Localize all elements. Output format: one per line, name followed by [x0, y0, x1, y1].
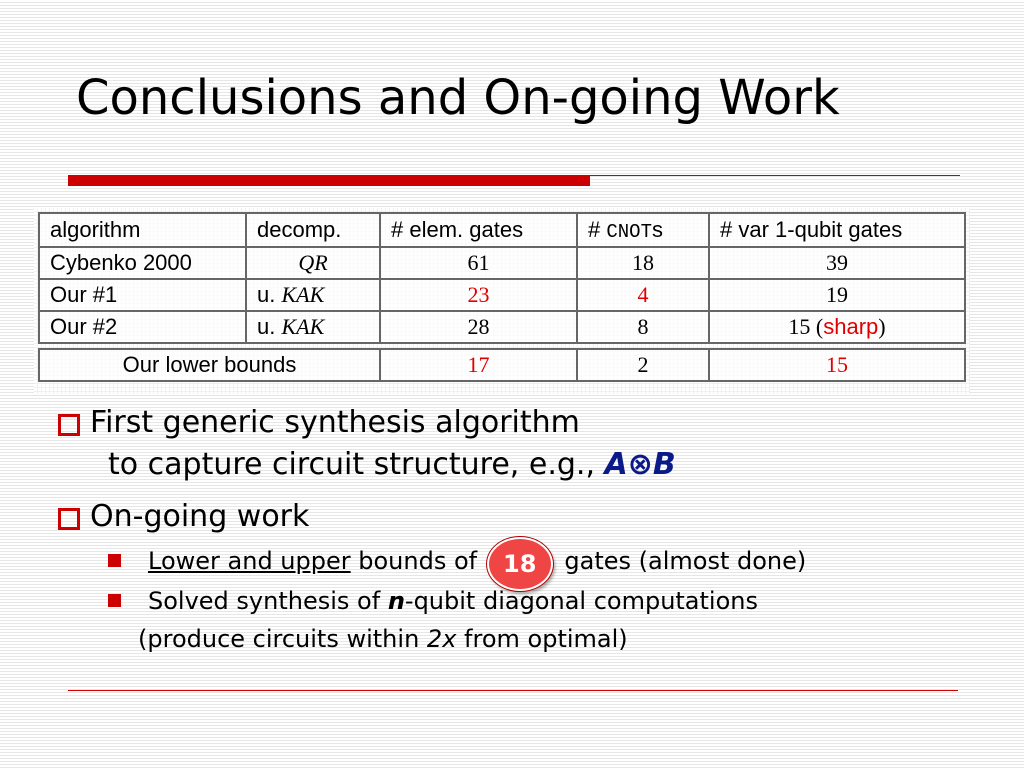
filled-square-bullet-icon [108, 554, 121, 567]
cell-decomp [246, 279, 380, 311]
title-underline-thin [590, 175, 960, 176]
formula-a: A [604, 447, 628, 482]
formula-b: B [652, 447, 676, 482]
cell-cnots: 18 [577, 247, 709, 279]
cell-algorithm: Our #2 [39, 311, 246, 343]
cell-elem: 23 [380, 279, 577, 311]
cell-decomp-kak: KAK [281, 282, 325, 307]
cell-var1 [709, 311, 965, 343]
cell-var1-open: ( [815, 314, 824, 339]
bullet-text: First generic synthesis algorithm [90, 405, 580, 440]
cell-decomp: QR [246, 247, 380, 279]
bullet-item [56, 402, 1006, 486]
lower-bounds-row [39, 349, 965, 381]
header-elem-gates: # elem. gates [380, 213, 577, 247]
sub-bullet-text-end: -qubit diagonal computations [404, 587, 758, 615]
table-row [39, 247, 965, 279]
cell-elem: 28 [380, 311, 577, 343]
cell-decomp-kak: KAK [281, 314, 325, 339]
sub-bullet-text: Solved synthesis of [148, 587, 381, 615]
cell-cnots: 4 [577, 279, 709, 311]
header-cnots [577, 213, 709, 247]
header-cnots-hash: # [588, 217, 601, 242]
table-row [39, 311, 965, 343]
hollow-square-bullet-icon [58, 414, 80, 436]
table-header-row [39, 213, 965, 247]
sub-bullet-continued [138, 620, 1006, 658]
sub-bullet-underlined: Lower and upper [148, 547, 351, 575]
cell-cnots: 8 [577, 311, 709, 343]
header-cnots-cnot: CNOT [606, 221, 652, 243]
cell-lb-elem: 17 [380, 349, 577, 381]
cell-var1: 39 [709, 247, 965, 279]
cell-lb-cnots: 2 [577, 349, 709, 381]
hollow-square-bullet-icon [58, 508, 80, 530]
title-underline-thick [68, 175, 590, 186]
bullet-text: On-going work [90, 499, 310, 534]
cell-decomp-prefix: u. [257, 282, 276, 307]
cell-algorithm: Cybenko 2000 [39, 247, 246, 279]
bullet-text-continued [90, 444, 1006, 486]
cell-lb-var1: 15 [709, 349, 965, 381]
sub-bullet-line2-start: (produce circuits within [138, 625, 420, 653]
cell-var1: 19 [709, 279, 965, 311]
sub-bullet-text: bounds of [358, 547, 478, 575]
bullet-list [56, 402, 1006, 658]
count-badge: 18 [487, 537, 553, 591]
cell-lower-bounds-label: Our lower bounds [39, 349, 380, 381]
otimes-symbol: ⊗ [627, 447, 653, 482]
cell-algorithm: Our #1 [39, 279, 246, 311]
header-algorithm: algorithm [39, 213, 246, 247]
results-table-panel [34, 208, 970, 394]
sub-bullet-line2-end: from optimal) [464, 625, 628, 653]
table-row [39, 279, 965, 311]
header-var-1qubit: # var 1-qubit gates [709, 213, 965, 247]
cell-var1-close: ) [878, 314, 886, 339]
variable-n: n [387, 587, 405, 615]
cell-decomp [246, 311, 380, 343]
factor-2x: 2x [426, 625, 457, 653]
sub-bullet-item [106, 582, 1006, 658]
cell-decomp-prefix: u. [257, 314, 276, 339]
filled-square-bullet-icon [108, 594, 121, 607]
footer-rule [68, 690, 958, 691]
header-cnots-suffix: s [651, 217, 663, 242]
cell-var1-value: 15 [788, 314, 811, 339]
results-table [38, 212, 966, 382]
bullet-text-line2: to capture circuit structure, e.g., [108, 447, 595, 482]
header-decomp: decomp. [246, 213, 380, 247]
bullet-item [56, 496, 1006, 538]
cell-elem: 61 [380, 247, 577, 279]
sub-bullet-item [106, 542, 1006, 580]
slide-title: Conclusions and On-going Work [76, 70, 840, 126]
sub-bullet-text-end: gates (almost done) [564, 547, 807, 575]
cell-var1-note: sharp [823, 314, 879, 339]
